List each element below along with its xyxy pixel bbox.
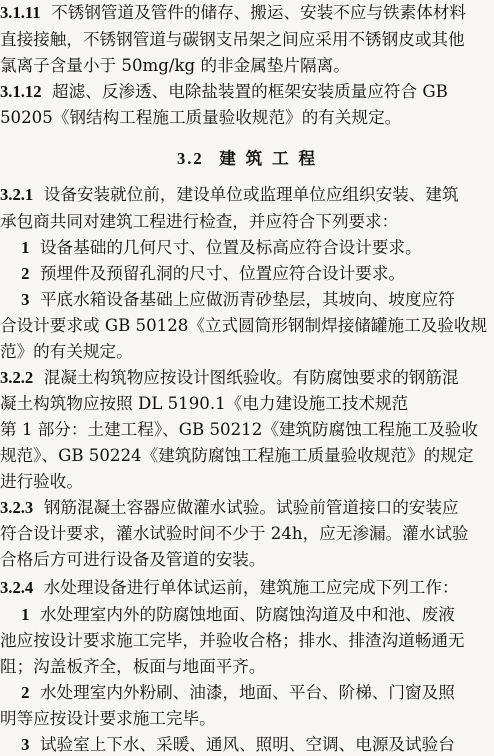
line-text: 池应按设计要求施工完毕，并验收合格；排水、排渣沟道畅通无 (0, 631, 465, 650)
line-text: 设备基础的几何尺寸、位置及标高应符合设计要求。 (39, 238, 422, 257)
line-text: 直接接触，不锈钢管道与碳钢支吊架之间应采用不锈钢皮或其他 (0, 30, 465, 49)
line-text: 不锈钢管道及管件的储存、搬运、安装不应与铁素体材料 (51, 3, 466, 22)
line-text: 承包商共同对建筑工程进行检查，并应符合下列要求： (0, 212, 399, 231)
line-text: 符合设计要求，灌水试验时间不少于 24h，应无渗漏。灌水试验 (0, 524, 469, 543)
text-line (0, 315, 494, 337)
text-line (0, 211, 494, 233)
text-line (0, 341, 494, 363)
text-line (0, 656, 494, 678)
line-text: 水处理室内外的防腐蚀地面、防腐蚀沟道及中和池、废液 (39, 605, 455, 624)
item-number: 3 (21, 735, 30, 754)
text-line (0, 419, 494, 441)
line-text: 阻；沟盖板齐全，板面与地面平齐。 (0, 657, 266, 676)
text-line (0, 708, 494, 730)
line-text: 50205《钢结构工程施工质量验收规范》的有关规定。 (0, 108, 402, 127)
text-line (0, 734, 494, 756)
clause-number: 3.2.1 (0, 185, 34, 204)
line-text: 水处理室内外粉刷、油漆，地面、平台、阶梯、门窗及照 (39, 683, 455, 702)
line-text: 进行验收。 (0, 472, 83, 491)
line-text: 设备安装就位前，建设单位或监理单位应组织安装、建筑 (43, 185, 459, 204)
clause-number: 3.2.4 (0, 578, 34, 597)
text-line (0, 2, 494, 24)
text-line (0, 577, 494, 599)
line-text: 混凝土构筑物应按设计图纸验收。有防腐蚀要求的钢筋混 (43, 368, 459, 387)
section-title: 建 筑 工 程 (219, 148, 318, 168)
line-text: 平底水箱设备基础上应做沥青砂垫层，其坡向、坡度应符 (39, 290, 455, 309)
text-line (0, 367, 494, 389)
text-line (0, 289, 494, 311)
text-line (0, 682, 494, 704)
line-text: 合设计要求或 GB 50128《立式圆筒形钢制焊接储罐施工及验收规 (0, 316, 488, 335)
line-text: 氯离子含量小于 50mg/kg 的非金属垫片隔离。 (0, 56, 350, 75)
item-number: 2 (21, 264, 30, 283)
line-text: 明等应按设计要求施工完毕。 (0, 709, 216, 728)
text-line (0, 81, 494, 103)
text-line (0, 263, 494, 285)
line-text: 钢筋混凝土容器应做灌水试验。试验前管道接口的安装应 (43, 498, 459, 517)
line-text: 凝土构筑物应按照 DL 5190.1《电力建设施工技术规范 (0, 394, 409, 413)
text-line (0, 445, 494, 467)
text-line (0, 604, 494, 626)
item-number: 1 (21, 238, 30, 257)
item-number: 3 (21, 290, 30, 309)
line-text: 试验室上下水、采暖、通风、照明、空调、电源及试验台 (39, 735, 455, 754)
text-line (0, 55, 494, 77)
line-text: 预埋件及预留孔洞的尺寸、位置应符合设计要求。 (39, 264, 406, 283)
section-heading (0, 147, 494, 170)
text-line (0, 107, 494, 129)
line-text: 超滤、反渗透、电除盐装置的框架安装质量应符合 GB (52, 82, 448, 101)
item-number: 2 (21, 683, 30, 702)
clause-number: 3.2.3 (0, 498, 34, 517)
clause-number: 3.2.2 (0, 368, 34, 387)
line-text: 第 1 部分：土建工程》、GB 50212《建筑防腐蚀工程施工及验收 (0, 420, 478, 439)
line-text: 范》的有关规定。 (0, 342, 133, 361)
text-line (0, 393, 494, 415)
clause-number: 3.1.12 (0, 82, 42, 101)
text-line (0, 471, 494, 493)
line-text: 规范》、GB 50224《建筑防腐蚀工程施工质量验收规范》的规定 (0, 446, 474, 465)
clause-number: 3.1.11 (0, 3, 41, 22)
text-line (0, 29, 494, 51)
text-line (0, 549, 494, 571)
text-line (0, 497, 494, 519)
text-line (0, 237, 494, 259)
text-line (0, 523, 494, 545)
section-number: 3.2 (176, 149, 204, 168)
line-text: 水处理设备进行单体试运前，建筑施工应完成下列工作： (43, 578, 459, 597)
text-line (0, 184, 494, 206)
line-text: 合格后方可进行设备及管道的安装。 (0, 550, 266, 569)
text-line (0, 630, 494, 652)
item-number: 1 (21, 605, 30, 624)
